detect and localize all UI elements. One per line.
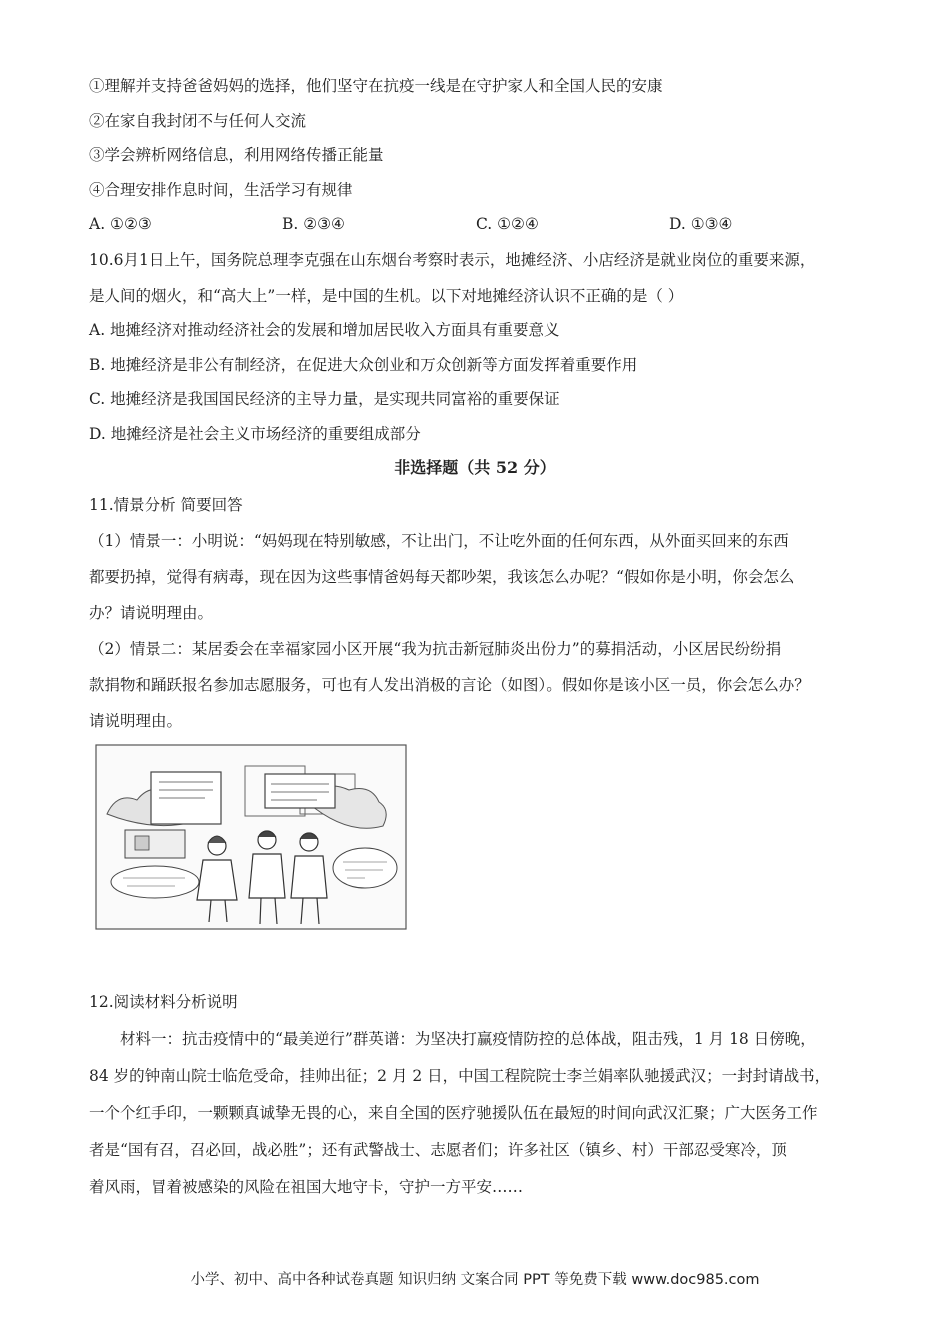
q10-stem-line-2: 是人间的烟火，和“高大上”一样，是中国的生机。以下对地摊经济认识不正确的是（ ） (89, 287, 684, 305)
q12-line-2: 84 岁的钟南山院士临危受命，挂帅出征；2 月 2 日，中国工程院院士李兰娟率队驰援武汉；一封封请战书， (89, 1067, 831, 1085)
q12-heading: 12.阅读材料分析说明 (89, 993, 238, 1011)
q9-item-1: ①理解并支持爸爸妈妈的选择，他们坚守在抗疫一线是在守护家人和全国人民的安康 (89, 77, 663, 95)
q12-line-3: 一个个红手印，一颗颗真诚挚无畏的心，来自全国的医疗驰援队伍在最短的时间向武汉汇聚；广大医务工作 (89, 1104, 818, 1122)
q9-item-4: ④合理安排作息时间，生活学习有规律 (89, 181, 353, 199)
q11-line-6: 请说明理由。 (89, 712, 183, 730)
q10-option-d: D. 地摊经济是社会主义市场经济的重要组成部分 (89, 425, 421, 443)
q9-option-b: B. ②③④ (282, 215, 345, 233)
q12-line-5: 着风雨，冒着被感染的风险在祖国大地守卡，守护一方平安…… (89, 1178, 524, 1196)
q11-line-1: （1）情景一：小明说：“妈妈现在特别敏感，不让出门，不让吃外面的任何东西，从外面买回来的东西 (89, 532, 789, 550)
q12-line-1: 材料一：抗击疫情中的“最美逆行”群英谱：为坚决打赢疫情防控的总体战，阻击残，1 月 18 日傍晚， (120, 1030, 816, 1048)
q11-heading: 11.情景分析 简要回答 (89, 496, 243, 514)
q9-option-c: C. ①②④ (476, 215, 539, 233)
q12-line-4: 者是“国有召，召必回，战必胜”；还有武警战士、志愿者们；许多社区（镇乡、村）干部忍受寒冷，顶 (89, 1141, 787, 1159)
q9-item-2: ②在家自我封闭不与任何人交流 (89, 112, 307, 130)
page-footer: 小学、初中、高中各种试卷真题 知识归纳 文案合同 PPT 等免费下载 www.doc985.com (190, 1272, 760, 1288)
q10-option-b: B. 地摊经济是非公有制经济，在促进大众创业和万众创新等方面发挥着重要作用 (89, 356, 638, 374)
q9-option-a: A. ①②③ (89, 215, 152, 233)
q11-line-4: （2）情景二：某居委会在幸福家园小区开展“我为抗击新冠肺炎出份力”的募捐活动，小区居民纷纷捐 (89, 640, 782, 658)
q10-option-c: C. 地摊经济是我国国民经济的主导力量，是实现共同富裕的重要保证 (89, 390, 560, 408)
q9-option-d: D. ①③④ (669, 215, 733, 233)
q9-item-3: ③学会辨析网络信息，利用网络传播正能量 (89, 146, 384, 164)
q11-line-2: 都要扔掉，觉得有病毒，现在因为这些事情爸妈每天都吵架，我该怎么办呢？“假如你是小明，你会怎么 (89, 568, 795, 586)
q10-stem-line-1: 10.6月1日上午，国务院总理李克强在山东烟台考察时表示，地摊经济、小店经济是就业岗位的重要来源， (89, 251, 816, 269)
community-donation-cartoon (95, 744, 407, 930)
section-title: 非选择题（共 52 分） (394, 458, 556, 477)
q10-option-a: A. 地摊经济对推动经济社会的发展和增加居民收入方面具有重要意义 (89, 321, 560, 339)
q11-line-5: 款捐物和踊跃报名参加志愿服务，可也有人发出消极的言论（如图）。假如你是该小区一员，你会怎么办？ (89, 676, 810, 694)
q11-line-3: 办？请说明理由。 (89, 604, 214, 622)
